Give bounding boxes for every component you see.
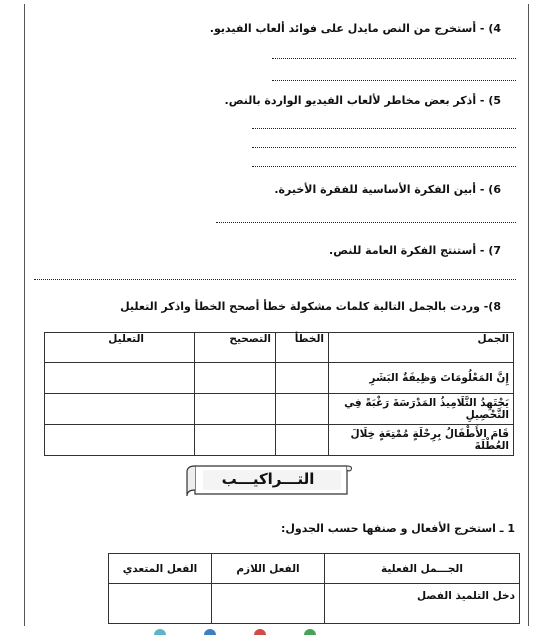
correction-cell[interactable] (195, 363, 276, 394)
answer-line (252, 128, 516, 129)
table-row (109, 584, 520, 624)
intransitive-cell[interactable] (212, 584, 325, 624)
question-7: 7) - أستنتج الفكرة العامة للنص. (329, 244, 501, 257)
verbs-table (108, 553, 520, 624)
error-cell[interactable] (276, 363, 329, 394)
sentence-cell: يَجْتَهِدُ التَّلَامِيذُ المَدْرَسَةَ رَغْبَةً فِي التَّحْصِيلِ (329, 394, 514, 425)
question-5: 5) - أذكر بعض مخاطر لألعاب الفيديو الواردة بالنص. (224, 94, 501, 107)
error-cell[interactable] (276, 425, 329, 456)
table-row (45, 394, 514, 425)
answer-line (252, 147, 516, 148)
answer-line (272, 80, 516, 81)
sentence-cell: إِنَّ المَعْلُومَاتَ وَظِيفَةٌ البَشَرِ (329, 363, 514, 394)
col-header: التصحيح (195, 333, 276, 363)
col-header: التعليل (45, 333, 195, 363)
section-title: التـــراكيـــب (221, 470, 315, 488)
answer-line (34, 279, 516, 280)
sentence-cell: دخل التلميذ الفصل (325, 584, 520, 624)
table-row (45, 363, 514, 394)
col-header: الفعل المتعدي (109, 554, 212, 584)
table-header-row (45, 333, 514, 363)
exercise-1: 1 ـ استخرج الأفعال و صنفها حسب الجدول: (280, 522, 515, 535)
col-header: الجمل (329, 333, 514, 363)
answer-line (216, 222, 516, 223)
justification-cell[interactable] (45, 425, 195, 456)
answer-line (272, 58, 516, 59)
col-header: الخطأ (276, 333, 329, 363)
question-4: 4) - أستخرج من النص مايدل على فوائد ألعاب الفيديو. (209, 22, 501, 35)
table-header-row (109, 554, 520, 584)
col-header: الجـــمل الفعلية (325, 554, 520, 584)
partial-icons (120, 627, 480, 635)
answer-line (252, 166, 516, 167)
section-banner (183, 462, 353, 498)
error-cell[interactable] (276, 394, 329, 425)
correction-cell[interactable] (195, 394, 276, 425)
correction-table (44, 332, 514, 456)
col-header: الفعل اللازم (212, 554, 325, 584)
question-8: 8)- وردت بالجمل التالية كلمات مشكولة خطأ أصحح الخطأ واذكر التعليل (120, 300, 501, 313)
table-row (45, 425, 514, 456)
justification-cell[interactable] (45, 394, 195, 425)
bottom-overlay (120, 620, 480, 628)
justification-cell[interactable] (45, 363, 195, 394)
correction-cell[interactable] (195, 425, 276, 456)
transitive-cell[interactable] (109, 584, 212, 624)
sentence-cell: قَامَ الأَطْفَالُ بِرِحْلَةٍ مُمْتِعَةٍ خِلَالَ العُطْلَةَ (329, 425, 514, 456)
question-6: 6) - أبين الفكرة الأساسية للفقرة الأخيرة. (274, 183, 501, 196)
